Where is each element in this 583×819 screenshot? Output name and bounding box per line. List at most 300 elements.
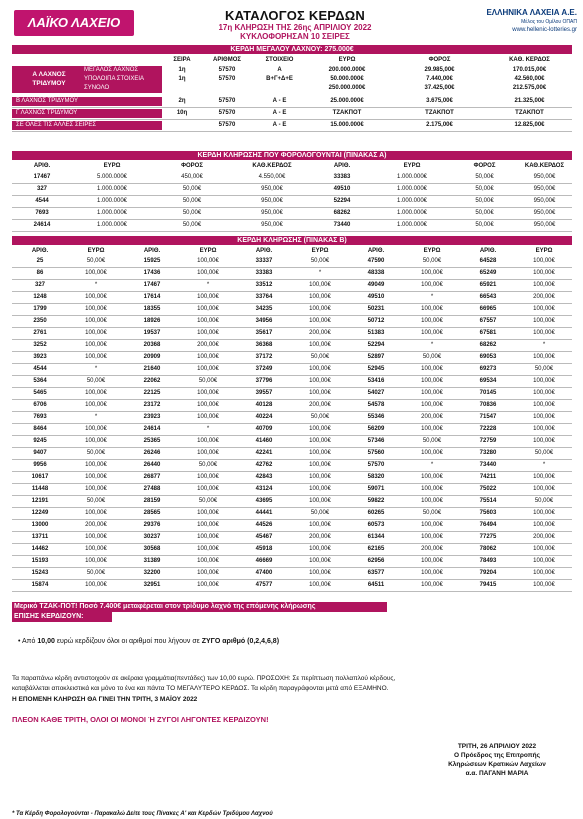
big-row-num: 57570	[218, 67, 236, 73]
row-divider	[12, 119, 572, 120]
table-a-cell: 1.000.000€	[96, 198, 128, 204]
big-col-header: ΣΕΙΡΑ	[173, 57, 191, 63]
table-b-cell: 79415	[479, 582, 497, 588]
table-a-cell: 4.550,00€	[258, 174, 286, 180]
even-number-rule: • Από 10,00 ευρώ κερδίζουν όλοι οι αριθμοί που λήγουν σε ΖΥΓΟ αριθμό (0,2,4,6,8)	[18, 638, 280, 645]
table-b-cell: 100,00€	[309, 438, 331, 444]
table-b-cell: 100,00€	[421, 522, 443, 528]
table-b-cell: 9956	[33, 462, 47, 468]
table-b-cell: 100,00€	[309, 342, 331, 348]
table-b-row	[12, 557, 572, 566]
table-b-row	[12, 533, 572, 542]
row-divider	[12, 459, 572, 460]
table-b-cell: 15874	[31, 582, 49, 588]
table-b-cell: 100,00€	[421, 330, 443, 336]
table-a-cell: 24614	[33, 222, 51, 228]
table-b-cell: 100,00€	[197, 318, 219, 324]
table-b-cell: 100,00€	[309, 498, 331, 504]
table-b-col-header: ΑΡΙΘ.	[31, 248, 49, 254]
table-b-cell: 200,00€	[421, 414, 443, 420]
table-b-cell: 100,00€	[421, 570, 443, 576]
table-b-cell: 50,00€	[534, 450, 554, 456]
row-divider	[12, 387, 572, 388]
row-divider	[12, 495, 572, 496]
table-b-cell: 18926	[143, 318, 161, 324]
other-prize-row	[12, 97, 572, 106]
table-b-cell: 50712	[367, 318, 385, 324]
table-b-cell: 32951	[143, 582, 161, 588]
table-b-cell: 2761	[33, 330, 47, 336]
table-a-cell: 17467	[33, 174, 51, 180]
table-a-cell: 50,00€	[182, 210, 202, 216]
lottery-logo: ΛΑΪΚΟ ΛΑΧΕΙΟ	[14, 10, 134, 36]
table-b-cell: 100,00€	[85, 390, 107, 396]
table-b-row	[12, 341, 572, 350]
table-a-cell: 50,00€	[182, 198, 202, 204]
table-b-cell: 10617	[31, 474, 49, 480]
table-b-cell: 62165	[367, 546, 385, 552]
table-b-cell: 49510	[367, 294, 385, 300]
table-a-cell: 450,00€	[181, 174, 203, 180]
table-b-cell: 43124	[255, 486, 273, 492]
big-col-header: ΕΥΡΩ	[338, 57, 356, 63]
table-a-col-header: ΕΥΡΩ	[403, 163, 421, 169]
table-a-cell: 50,00€	[475, 198, 494, 204]
website-link[interactable]: www.hellenic-lotteries.gr	[512, 27, 577, 33]
table-b-cell: 37172	[255, 354, 273, 360]
table-b-cell: 56209	[367, 426, 385, 432]
table-b-cell: 9407	[33, 450, 47, 456]
table-b-cell: 64528	[479, 258, 497, 264]
table-b-cell: 43695	[255, 498, 273, 504]
table-b-cell: 69273	[479, 366, 497, 372]
table-b-col-header: ΑΡΙΘ.	[255, 248, 273, 254]
table-b-cell: 34235	[255, 306, 273, 312]
table-b-cell: 100,00€	[309, 318, 331, 324]
table-b-cell: 100,00€	[85, 438, 107, 444]
table-b-row	[12, 365, 572, 374]
big-row-label: ΜΕΓΑΛΟΣ ΛΑΧΝΟΣ	[82, 66, 162, 75]
table-b-cell: 200,00€	[533, 294, 555, 300]
table-b-cell: 100,00€	[85, 402, 107, 408]
table-a-row	[12, 197, 572, 206]
table-b-cell: 11448	[31, 486, 49, 492]
table-b-cell: *	[430, 462, 434, 468]
big-row-elem: Α	[277, 67, 282, 73]
table-b-cell: 29376	[143, 522, 161, 528]
table-b-cell: 70836	[479, 402, 497, 408]
table-b-cell: *	[94, 366, 98, 372]
row-divider	[12, 555, 572, 556]
table-b-cell: 100,00€	[197, 510, 219, 516]
row-divider	[12, 231, 572, 232]
table-b-cell: 100,00€	[309, 522, 331, 528]
table-b-cell: 100,00€	[197, 558, 219, 564]
table-b-cell: 53416	[367, 378, 385, 384]
other-row-series: 10η	[176, 110, 188, 116]
table-b-cell: 42241	[255, 450, 273, 456]
table-b-row	[12, 329, 572, 338]
table-b-row	[12, 569, 572, 578]
table-b-cell: 47577	[255, 582, 273, 588]
table-b-cell: 100,00€	[85, 474, 107, 480]
table-b-cell: 100,00€	[533, 330, 555, 336]
table-a-cell: 327	[36, 186, 47, 192]
table-b-cell: 100,00€	[197, 534, 219, 540]
table-b-cell: 50,00€	[86, 258, 106, 264]
draw-subtitle: 17η ΚΛΗΡΩΣΗ ΤΗΣ 26ης ΑΠΡΙΛΙΟΥ 2022	[218, 23, 372, 32]
table-b-cell: 86	[36, 270, 44, 276]
table-b-cell: 100,00€	[421, 534, 443, 540]
table-b-cell: 100,00€	[85, 462, 107, 468]
table-a-cell: 1.000.000€	[396, 198, 428, 204]
table-a-cell: 950,00€	[261, 198, 283, 204]
table-b-cell: 66965	[479, 306, 497, 312]
table-b-cell: *	[430, 294, 434, 300]
table-a-cell: 1.000.000€	[396, 222, 428, 228]
other-row-tax: 3.675,00€	[426, 98, 453, 104]
table-b-cell: 100,00€	[85, 330, 107, 336]
table-b-cell: 63577	[367, 570, 385, 576]
table-a-band: ΚΕΡΔΗ ΚΛΗΡΩΣΗΣ ΠΟΥ ΦΟΡΟΛΟΓΟΥΝΤΑΙ (ΠΙΝΑΚΑΣ Α)	[12, 151, 572, 160]
table-b-col-header: ΑΡΙΘ.	[143, 248, 161, 254]
table-b-cell: 1248	[33, 294, 47, 300]
row-divider	[12, 507, 572, 508]
table-b-cell: 200,00€	[309, 402, 331, 408]
table-b-cell: 100,00€	[309, 390, 331, 396]
big-row-tax: 37.425,00€	[424, 85, 455, 91]
also-win-label: ΕΠΙΣΗΣ ΚΕΡΔΙΖΟΥΝ:	[12, 612, 112, 622]
other-row-num: 57570	[218, 110, 236, 116]
table-b-cell: 69053	[479, 354, 497, 360]
table-b-cell: 37249	[255, 366, 273, 372]
table-b-cell: 5364	[33, 378, 47, 384]
table-b-cell: 21640	[143, 366, 161, 372]
table-b-cell: 75022	[479, 486, 497, 492]
other-row-eur: 25.000.000€	[330, 98, 364, 104]
other-row-elem: Α - Ε	[272, 98, 287, 104]
table-b-col-header: ΕΥΡΩ	[199, 248, 217, 254]
table-b-row	[12, 377, 572, 386]
row-divider	[12, 411, 572, 412]
table-b-cell: 54578	[367, 402, 385, 408]
table-b-row	[12, 461, 572, 470]
table-a-cell: 49510	[333, 186, 351, 192]
table-b-cell: 47590	[367, 258, 385, 264]
big-row-tax: 7.440,00€	[426, 76, 453, 82]
table-b-col-header: ΑΡΙΘ.	[479, 248, 497, 254]
table-b-cell: 100,00€	[533, 486, 555, 492]
table-b-cell: 44526	[255, 522, 273, 528]
table-b-cell: 50,00€	[534, 366, 554, 372]
table-b-cell: 50,00€	[310, 510, 330, 516]
big-prize-table	[12, 55, 572, 165]
table-b-row	[12, 305, 572, 314]
table-b-cell: 100,00€	[533, 270, 555, 276]
table-b-cell: 17467	[143, 282, 161, 288]
table-b-cell: 3923	[33, 354, 47, 360]
table-a-cell: 950,00€	[261, 210, 283, 216]
other-prize-label: ΣΕ ΟΛΕΣ ΤΙΣ ΑΛΛΕΣ ΣΕΙΡΕΣ	[12, 121, 162, 130]
table-b-cell: 100,00€	[309, 378, 331, 384]
table-b-cell: 70145	[479, 390, 497, 396]
other-prize-row	[12, 121, 572, 130]
table-b-cell: 18355	[143, 306, 161, 312]
big-col-header: ΦΟΡΟΣ	[428, 57, 451, 63]
note-line-2: καταβάλλεται αποκλειστικά και μόνο το ένα και πάντα ΤΟ ΜΕΓΑΛΥΤΕΡΟ ΚΕΡΔΟΣ. Τα κέρδη παραγράφονται μετά από ΕΞΑΜΗΝΟ.	[12, 685, 389, 692]
table-b-cell: *	[94, 414, 98, 420]
big-row-net: 170.015,00€	[512, 67, 547, 73]
table-b-header-row	[12, 247, 572, 256]
table-a-col-header: ΑΡΙΘ.	[333, 163, 351, 169]
table-b-cell: 100,00€	[421, 450, 443, 456]
table-b-cell: 67557	[479, 318, 497, 324]
table-b-cell: 51383	[367, 330, 385, 336]
table-b-cell: 30568	[143, 546, 161, 552]
table-a-cell: 50,00€	[182, 186, 202, 192]
table-b-col-header: ΕΥΡΩ	[311, 248, 329, 254]
table-b-cell: 100,00€	[533, 438, 555, 444]
table-b-cell: 100,00€	[533, 306, 555, 312]
row-divider	[12, 267, 572, 268]
table-b-cell: 40128	[255, 402, 273, 408]
table-a-cell: 950,00€	[261, 222, 283, 228]
other-row-series: 2η	[178, 98, 186, 104]
other-row-eur: 15.000.000€	[330, 122, 364, 128]
table-b-row	[12, 353, 572, 362]
table-b-cell: 45467	[255, 534, 273, 540]
table-b-cell: 73280	[479, 450, 497, 456]
table-a-cell: 7693	[35, 210, 49, 216]
table-b-cell: 50,00€	[310, 258, 330, 264]
table-b-cell: 26246	[143, 450, 161, 456]
big-row-net: 42.560,00€	[514, 76, 545, 82]
table-b-cell: 20368	[143, 342, 161, 348]
table-b-cell: 72228	[479, 426, 497, 432]
table-b-row	[12, 317, 572, 326]
table-b-col-header: ΑΡΙΘ.	[367, 248, 385, 254]
big-prize-row	[12, 66, 572, 75]
table-b-cell: 200,00€	[309, 534, 331, 540]
table-b-cell: 23172	[143, 402, 161, 408]
table-b-cell: 5465	[33, 390, 47, 396]
table-b-cell: 57570	[367, 462, 385, 468]
table-b-row	[12, 425, 572, 434]
table-b-cell: 42762	[255, 462, 273, 468]
table-b-row	[12, 293, 572, 302]
table-b-cell: 100,00€	[533, 354, 555, 360]
table-a-cell: 50,00€	[182, 222, 202, 228]
table-b-cell: 60265	[367, 510, 385, 516]
table-b-cell: 100,00€	[85, 342, 107, 348]
table-b-cell: 100,00€	[421, 402, 443, 408]
row-divider	[12, 483, 572, 484]
table-b-cell: 30237	[143, 534, 161, 540]
table-b-cell: 100,00€	[533, 378, 555, 384]
table-b-cell: 54027	[367, 390, 385, 396]
big-row-eur: 250.000.000€	[328, 85, 366, 91]
table-b-cell: 33383	[255, 270, 273, 276]
table-b-cell: 50,00€	[422, 258, 442, 264]
table-b-cell: 49049	[367, 282, 385, 288]
table-b-cell: 52294	[367, 342, 385, 348]
table-b-cell: 100,00€	[533, 414, 555, 420]
table-b-cell: 100,00€	[421, 486, 443, 492]
table-b-cell: 48338	[367, 270, 385, 276]
table-b-cell: 100,00€	[533, 522, 555, 528]
table-b-cell: *	[206, 426, 210, 432]
table-b-cell: 73440	[479, 462, 497, 468]
table-a-cell: 950,00€	[533, 210, 556, 216]
table-b-cell: 100,00€	[421, 558, 443, 564]
table-b-cell: 50,00€	[422, 510, 442, 516]
table-b-cell: 57346	[367, 438, 385, 444]
big-col-header: ΑΡΙΘΜΟΣ	[213, 57, 241, 63]
company-block	[437, 8, 577, 33]
table-b-cell: 78062	[479, 546, 497, 552]
table-b-cell: 200,00€	[421, 546, 443, 552]
table-a-col-header: ΚΑΘ.ΚΕΡΔΟΣ	[252, 163, 292, 169]
big-prize-row	[12, 84, 572, 93]
table-b-cell: 15243	[31, 570, 49, 576]
table-b-cell: 100,00€	[309, 462, 331, 468]
table-b-cell: 25365	[143, 438, 161, 444]
table-b-cell: 50,00€	[422, 354, 442, 360]
table-b-cell: 60573	[367, 522, 385, 528]
table-b-cell: 57560	[367, 450, 385, 456]
row-divider	[12, 591, 572, 592]
table-b-cell: 52897	[367, 354, 385, 360]
table-b-cell: 26877	[143, 474, 161, 480]
table-b-cell: 59071	[367, 486, 385, 492]
table-b-cell: 67581	[479, 330, 497, 336]
table-a-col-header: ΦΟΡΟΣ	[181, 163, 203, 169]
table-b-cell: 2350	[33, 318, 47, 324]
table-a-cell: 68262	[333, 210, 351, 216]
table-b-row	[12, 401, 572, 410]
row-divider	[12, 435, 572, 436]
table-b-cell: 100,00€	[309, 450, 331, 456]
table-b-cell: 100,00€	[85, 270, 107, 276]
table-b-band: ΚΕΡΔΗ ΚΛΗΡΩΣΗΣ (ΠΙΝΑΚΑΣ Β)	[12, 236, 572, 245]
table-b-cell: 33512	[255, 282, 273, 288]
table-b-cell: 62956	[367, 558, 385, 564]
table-b-cell: 12191	[31, 498, 49, 504]
table-b-cell: 46669	[255, 558, 273, 564]
table-b-cell: 100,00€	[421, 378, 443, 384]
table-a-row	[12, 221, 572, 230]
table-b-cell: 100,00€	[197, 438, 219, 444]
table-b-row	[12, 269, 572, 278]
table-b-cell: 33764	[255, 294, 273, 300]
table-b-cell: 100,00€	[421, 270, 443, 276]
table-a-cell: 950,00€	[533, 222, 556, 228]
table-b-cell: 100,00€	[533, 318, 555, 324]
title-block	[150, 8, 440, 41]
table-b-cell: 100,00€	[197, 258, 219, 264]
table-b-cell: 100,00€	[309, 582, 331, 588]
other-prize-label: Γ ΛΑΧΝΟΣ ΤΡΙΔΥΜΟΥ	[12, 109, 162, 118]
table-b-row	[12, 509, 572, 518]
table-b-cell: 52945	[367, 366, 385, 372]
table-b-cell: 31389	[143, 558, 161, 564]
table-b-row	[12, 389, 572, 398]
table-b-cell: 200,00€	[197, 342, 219, 348]
table-b-cell: 28159	[143, 498, 161, 504]
table-b-cell: 40224	[255, 414, 273, 420]
table-b-cell: 100,00€	[421, 390, 443, 396]
table-b-cell: 100,00€	[85, 306, 107, 312]
table-a-cell: 5.000.000€	[96, 174, 128, 180]
table-b-cell: 59822	[367, 498, 385, 504]
table-b-cell: 34956	[255, 318, 273, 324]
table-b-cell: 100,00€	[533, 258, 555, 264]
series-subtitle: ΚΥΚΛΟΦΟΡΗΣΑΝ 10 ΣΕΙΡΕΣ	[240, 32, 350, 41]
row-divider	[12, 423, 572, 424]
table-b-row	[12, 413, 572, 422]
table-b-cell: 100,00€	[533, 402, 555, 408]
table-b-cell: 25	[36, 258, 44, 264]
table-b-cell: 100,00€	[421, 582, 443, 588]
table-b-cell: 65249	[479, 270, 497, 276]
table-b-cell: 100,00€	[197, 330, 219, 336]
table-b-cell: 100,00€	[533, 546, 555, 552]
big-prize-row	[12, 75, 572, 84]
table-b-cell: 33337	[255, 258, 273, 264]
table-b-cell: 100,00€	[197, 546, 219, 552]
table-a-cell: 33383	[333, 174, 351, 180]
table-b-cell: 100,00€	[197, 354, 219, 360]
table-b-cell: 100,00€	[197, 414, 219, 420]
table-b-col-header: ΕΥΡΩ	[535, 248, 553, 254]
table-b-cell: 71547	[479, 414, 497, 420]
table-b-cell: 17614	[143, 294, 161, 300]
other-row-num: 57570	[218, 122, 236, 128]
big-row-label: ΥΠΟΛΟΙΠΑ ΣΤΟΙΧΕΙΑ	[82, 75, 162, 84]
table-b-cell: 36368	[255, 342, 273, 348]
table-a-cell: 1.000.000€	[396, 210, 428, 216]
table-b-cell: 100,00€	[533, 582, 555, 588]
row-divider	[12, 363, 572, 364]
row-divider	[12, 531, 572, 532]
table-a-cell: 50,00€	[475, 186, 494, 192]
table-b-cell: 100,00€	[197, 402, 219, 408]
table-b-cell: 22125	[143, 390, 161, 396]
table-b-cell: 15925	[143, 258, 161, 264]
row-divider	[12, 567, 572, 568]
other-row-tax: 2.175,00€	[426, 122, 453, 128]
footnote: * Τα Κέρδη Φορολογούνται - Παρακαλώ Δείτε τους Πίνακες Α' και Κερδών Τριδύμου Λαχνού	[12, 811, 273, 817]
table-a-cell: 950,00€	[261, 186, 283, 192]
table-b-cell: 50,00€	[422, 438, 442, 444]
other-prize-label: Β ΛΑΧΝΟΣ ΤΡΙΔΥΜΟΥ	[12, 97, 162, 106]
table-b-cell: 8464	[33, 426, 47, 432]
table-b-cell: 100,00€	[533, 282, 555, 288]
table-b-row	[12, 281, 572, 290]
table-b-cell: 100,00€	[533, 558, 555, 564]
table-b-cell: 50231	[367, 306, 385, 312]
table-b-cell: 78493	[479, 558, 497, 564]
table-b-cell: 100,00€	[533, 426, 555, 432]
row-divider	[12, 447, 572, 448]
table-b-cell: *	[206, 282, 210, 288]
big-prize-band: ΚΕΡΔΗ ΜΕΓΑΛΟΥ ΛΑΧΝΟΥ: 275.000€	[12, 45, 572, 54]
row-divider	[12, 183, 572, 184]
row-divider	[12, 279, 572, 280]
other-row-elem: Α - Ε	[272, 122, 287, 128]
table-b-cell: 39557	[255, 390, 273, 396]
row-divider	[12, 351, 572, 352]
